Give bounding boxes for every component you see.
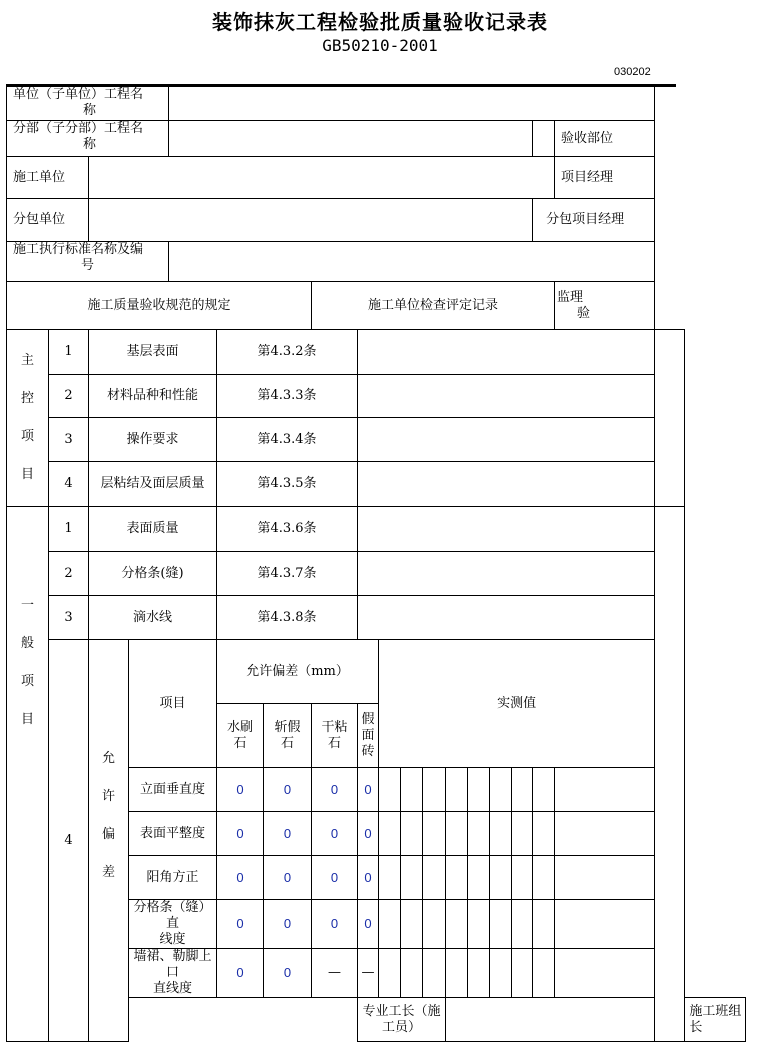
main-item-clause: 第4.3.5条 xyxy=(217,462,358,507)
measured-cell[interactable] xyxy=(401,812,423,856)
tolerance-header: 允许偏差（mm） xyxy=(217,640,379,704)
footer-left-blank xyxy=(129,998,358,1042)
main-item-record[interactable] xyxy=(358,375,655,418)
sub-project-value[interactable] xyxy=(169,121,533,157)
general-item-clause: 第4.3.6条 xyxy=(217,507,358,552)
measured-cell[interactable] xyxy=(401,856,423,900)
tolerance-value: 0 xyxy=(217,768,264,812)
measured-cell[interactable] xyxy=(468,856,490,900)
main-item-name: 层粘结及面层质量 xyxy=(89,462,217,507)
general-item-record[interactable] xyxy=(358,552,655,596)
general-item-no: 3 xyxy=(49,596,89,640)
measured-cell[interactable] xyxy=(423,856,446,900)
general-items-group-label: 一 般 项 目 xyxy=(7,507,49,1042)
unit-project-label: 单位（子单位）工程名 称 xyxy=(7,87,169,121)
measured-cell[interactable] xyxy=(446,900,468,949)
tolerance-value: 0 xyxy=(264,900,312,949)
main-item-clause: 第4.3.3条 xyxy=(217,375,358,418)
main-item-name: 基层表面 xyxy=(89,330,217,375)
measured-cell[interactable] xyxy=(533,900,555,949)
form-table-wrap xyxy=(6,86,742,1036)
supervision-header: 监理 验 xyxy=(555,282,655,330)
deviation-item-label: 阳角方正 xyxy=(129,856,217,900)
project-manager-label: 项目经理 xyxy=(555,157,655,199)
main-item-no: 2 xyxy=(49,375,89,418)
measured-cell[interactable] xyxy=(379,900,401,949)
subcontract-unit-value[interactable] xyxy=(89,199,533,242)
measured-cell[interactable] xyxy=(423,768,446,812)
general-items-supervision[interactable] xyxy=(655,507,685,1042)
general-item-name: 滴水线 xyxy=(89,596,217,640)
measured-cell[interactable] xyxy=(379,768,401,812)
tolerance-value: 0 xyxy=(358,900,379,949)
tolerance-value: 0 xyxy=(217,900,264,949)
check-record-header: 施工单位检查评定记录 xyxy=(312,282,555,330)
measured-cell[interactable] xyxy=(423,812,446,856)
main-item-clause: 第4.3.4条 xyxy=(217,418,358,462)
general-item-no: 1 xyxy=(49,507,89,552)
measured-cell[interactable] xyxy=(401,768,423,812)
measured-cell[interactable] xyxy=(533,949,555,998)
tolerance-value: 0 xyxy=(358,768,379,812)
measured-cell[interactable] xyxy=(490,768,512,812)
main-item-no: 1 xyxy=(49,330,89,375)
inspection-form-table xyxy=(6,86,746,1042)
measured-cell[interactable] xyxy=(468,900,490,949)
main-item-no: 3 xyxy=(49,418,89,462)
foreman-label: 专业工长（施工员） xyxy=(358,998,446,1042)
deviation-item-header: 项目 xyxy=(129,640,217,768)
measured-cell[interactable] xyxy=(555,900,655,949)
unit-project-value[interactable] xyxy=(169,87,655,121)
measured-cell[interactable] xyxy=(446,768,468,812)
acceptance-part-pad xyxy=(533,121,555,157)
general-item-no: 2 xyxy=(49,552,89,596)
subcontract-unit-label: 分包单位 xyxy=(7,199,89,242)
deviation-item-label: 墙裙、勒脚上口 直线度 xyxy=(129,949,217,998)
tolerance-value: 0 xyxy=(217,949,264,998)
standard-code: GB50210-2001 xyxy=(322,36,438,55)
acceptance-part-label: 验收部位 xyxy=(555,121,655,157)
measured-cell[interactable] xyxy=(446,949,468,998)
tolerance-column-header: 水刷 石 xyxy=(217,704,264,768)
measured-cell[interactable] xyxy=(555,812,655,856)
foreman-value[interactable] xyxy=(446,998,685,1042)
general-item-clause: 第4.3.8条 xyxy=(217,596,358,640)
measured-cell[interactable] xyxy=(555,856,655,900)
tolerance-value: 0 xyxy=(312,812,358,856)
measured-cell[interactable] xyxy=(401,900,423,949)
general-item-clause: 第4.3.7条 xyxy=(217,552,358,596)
measured-cell[interactable] xyxy=(512,812,533,856)
tolerance-value: 0 xyxy=(264,812,312,856)
measured-cell[interactable] xyxy=(533,812,555,856)
tolerance-value: 0 xyxy=(264,856,312,900)
measured-cell[interactable] xyxy=(490,812,512,856)
standard-name-value[interactable] xyxy=(169,242,655,282)
tolerance-value: 0 xyxy=(312,768,358,812)
general-item-no: 4 xyxy=(49,640,89,1042)
main-item-clause: 第4.3.2条 xyxy=(217,330,358,375)
measured-cell[interactable] xyxy=(423,900,446,949)
main-item-record[interactable] xyxy=(358,462,655,507)
construction-unit-value[interactable] xyxy=(89,157,555,199)
standard-name-label: 施工执行标准名称及编 号 xyxy=(7,242,169,282)
team-leader-label: 施工班组长 xyxy=(685,998,746,1042)
form-code: 030202 xyxy=(614,66,651,78)
tolerance-value: 0 xyxy=(358,856,379,900)
main-item-no: 4 xyxy=(49,462,89,507)
measured-cell[interactable] xyxy=(512,900,533,949)
tolerance-value: — xyxy=(358,949,379,998)
measured-cell[interactable] xyxy=(468,949,490,998)
measured-cell[interactable] xyxy=(423,949,446,998)
tolerance-value: 0 xyxy=(264,768,312,812)
deviation-item-label: 立面垂直度 xyxy=(129,768,217,812)
sub-project-label: 分部（子分部）工程名 称 xyxy=(7,121,169,157)
measured-cell[interactable] xyxy=(446,856,468,900)
measured-cell[interactable] xyxy=(401,949,423,998)
measured-cell[interactable] xyxy=(533,856,555,900)
measured-values-header: 实测值 xyxy=(379,640,655,768)
allow-deviation-label: 允 许 偏 差 xyxy=(89,640,129,1042)
tolerance-value: 0 xyxy=(312,856,358,900)
measured-cell[interactable] xyxy=(555,768,655,812)
tolerance-column-header: 斩假 石 xyxy=(264,704,312,768)
form-title: 装饰抹灰工程检验批质量验收记录表 xyxy=(212,10,548,34)
tolerance-value: 0 xyxy=(217,856,264,900)
main-item-name: 操作要求 xyxy=(89,418,217,462)
main-items-group-label: 主 控 项 目 xyxy=(7,330,49,507)
subcontract-manager-label: 分包项目经理 xyxy=(533,199,655,242)
deviation-item-label: 表面平整度 xyxy=(129,812,217,856)
measured-cell[interactable] xyxy=(512,949,533,998)
tolerance-value: 0 xyxy=(358,812,379,856)
tolerance-value: — xyxy=(312,949,358,998)
general-item-name: 分格条(缝) xyxy=(89,552,217,596)
general-item-record[interactable] xyxy=(358,596,655,640)
measured-cell[interactable] xyxy=(533,768,555,812)
tolerance-value: 0 xyxy=(264,949,312,998)
tolerance-value: 0 xyxy=(312,900,358,949)
construction-unit-label: 施工单位 xyxy=(7,157,89,199)
measured-cell[interactable] xyxy=(468,812,490,856)
deviation-item-label: 分格条（缝）直 线度 xyxy=(129,900,217,949)
main-items-supervision[interactable] xyxy=(655,330,685,507)
measured-cell[interactable] xyxy=(379,856,401,900)
measured-cell[interactable] xyxy=(490,900,512,949)
main-item-record[interactable] xyxy=(358,330,655,375)
tolerance-column-header: 假面 砖 xyxy=(358,704,379,768)
measured-cell[interactable] xyxy=(468,768,490,812)
tolerance-value: 0 xyxy=(217,812,264,856)
measured-cell[interactable] xyxy=(512,768,533,812)
measured-cell[interactable] xyxy=(446,812,468,856)
main-item-record[interactable] xyxy=(358,418,655,462)
measured-cell[interactable] xyxy=(490,856,512,900)
general-item-record[interactable] xyxy=(358,507,655,552)
tolerance-column-header: 干粘 石 xyxy=(312,704,358,768)
spec-header: 施工质量验收规范的规定 xyxy=(7,282,312,330)
main-item-name: 材料品种和性能 xyxy=(89,375,217,418)
measured-cell[interactable] xyxy=(555,949,655,998)
measured-cell[interactable] xyxy=(379,949,401,998)
measured-cell[interactable] xyxy=(379,812,401,856)
measured-cell[interactable] xyxy=(490,949,512,998)
measured-cell[interactable] xyxy=(512,856,533,900)
general-item-name: 表面质量 xyxy=(89,507,217,552)
